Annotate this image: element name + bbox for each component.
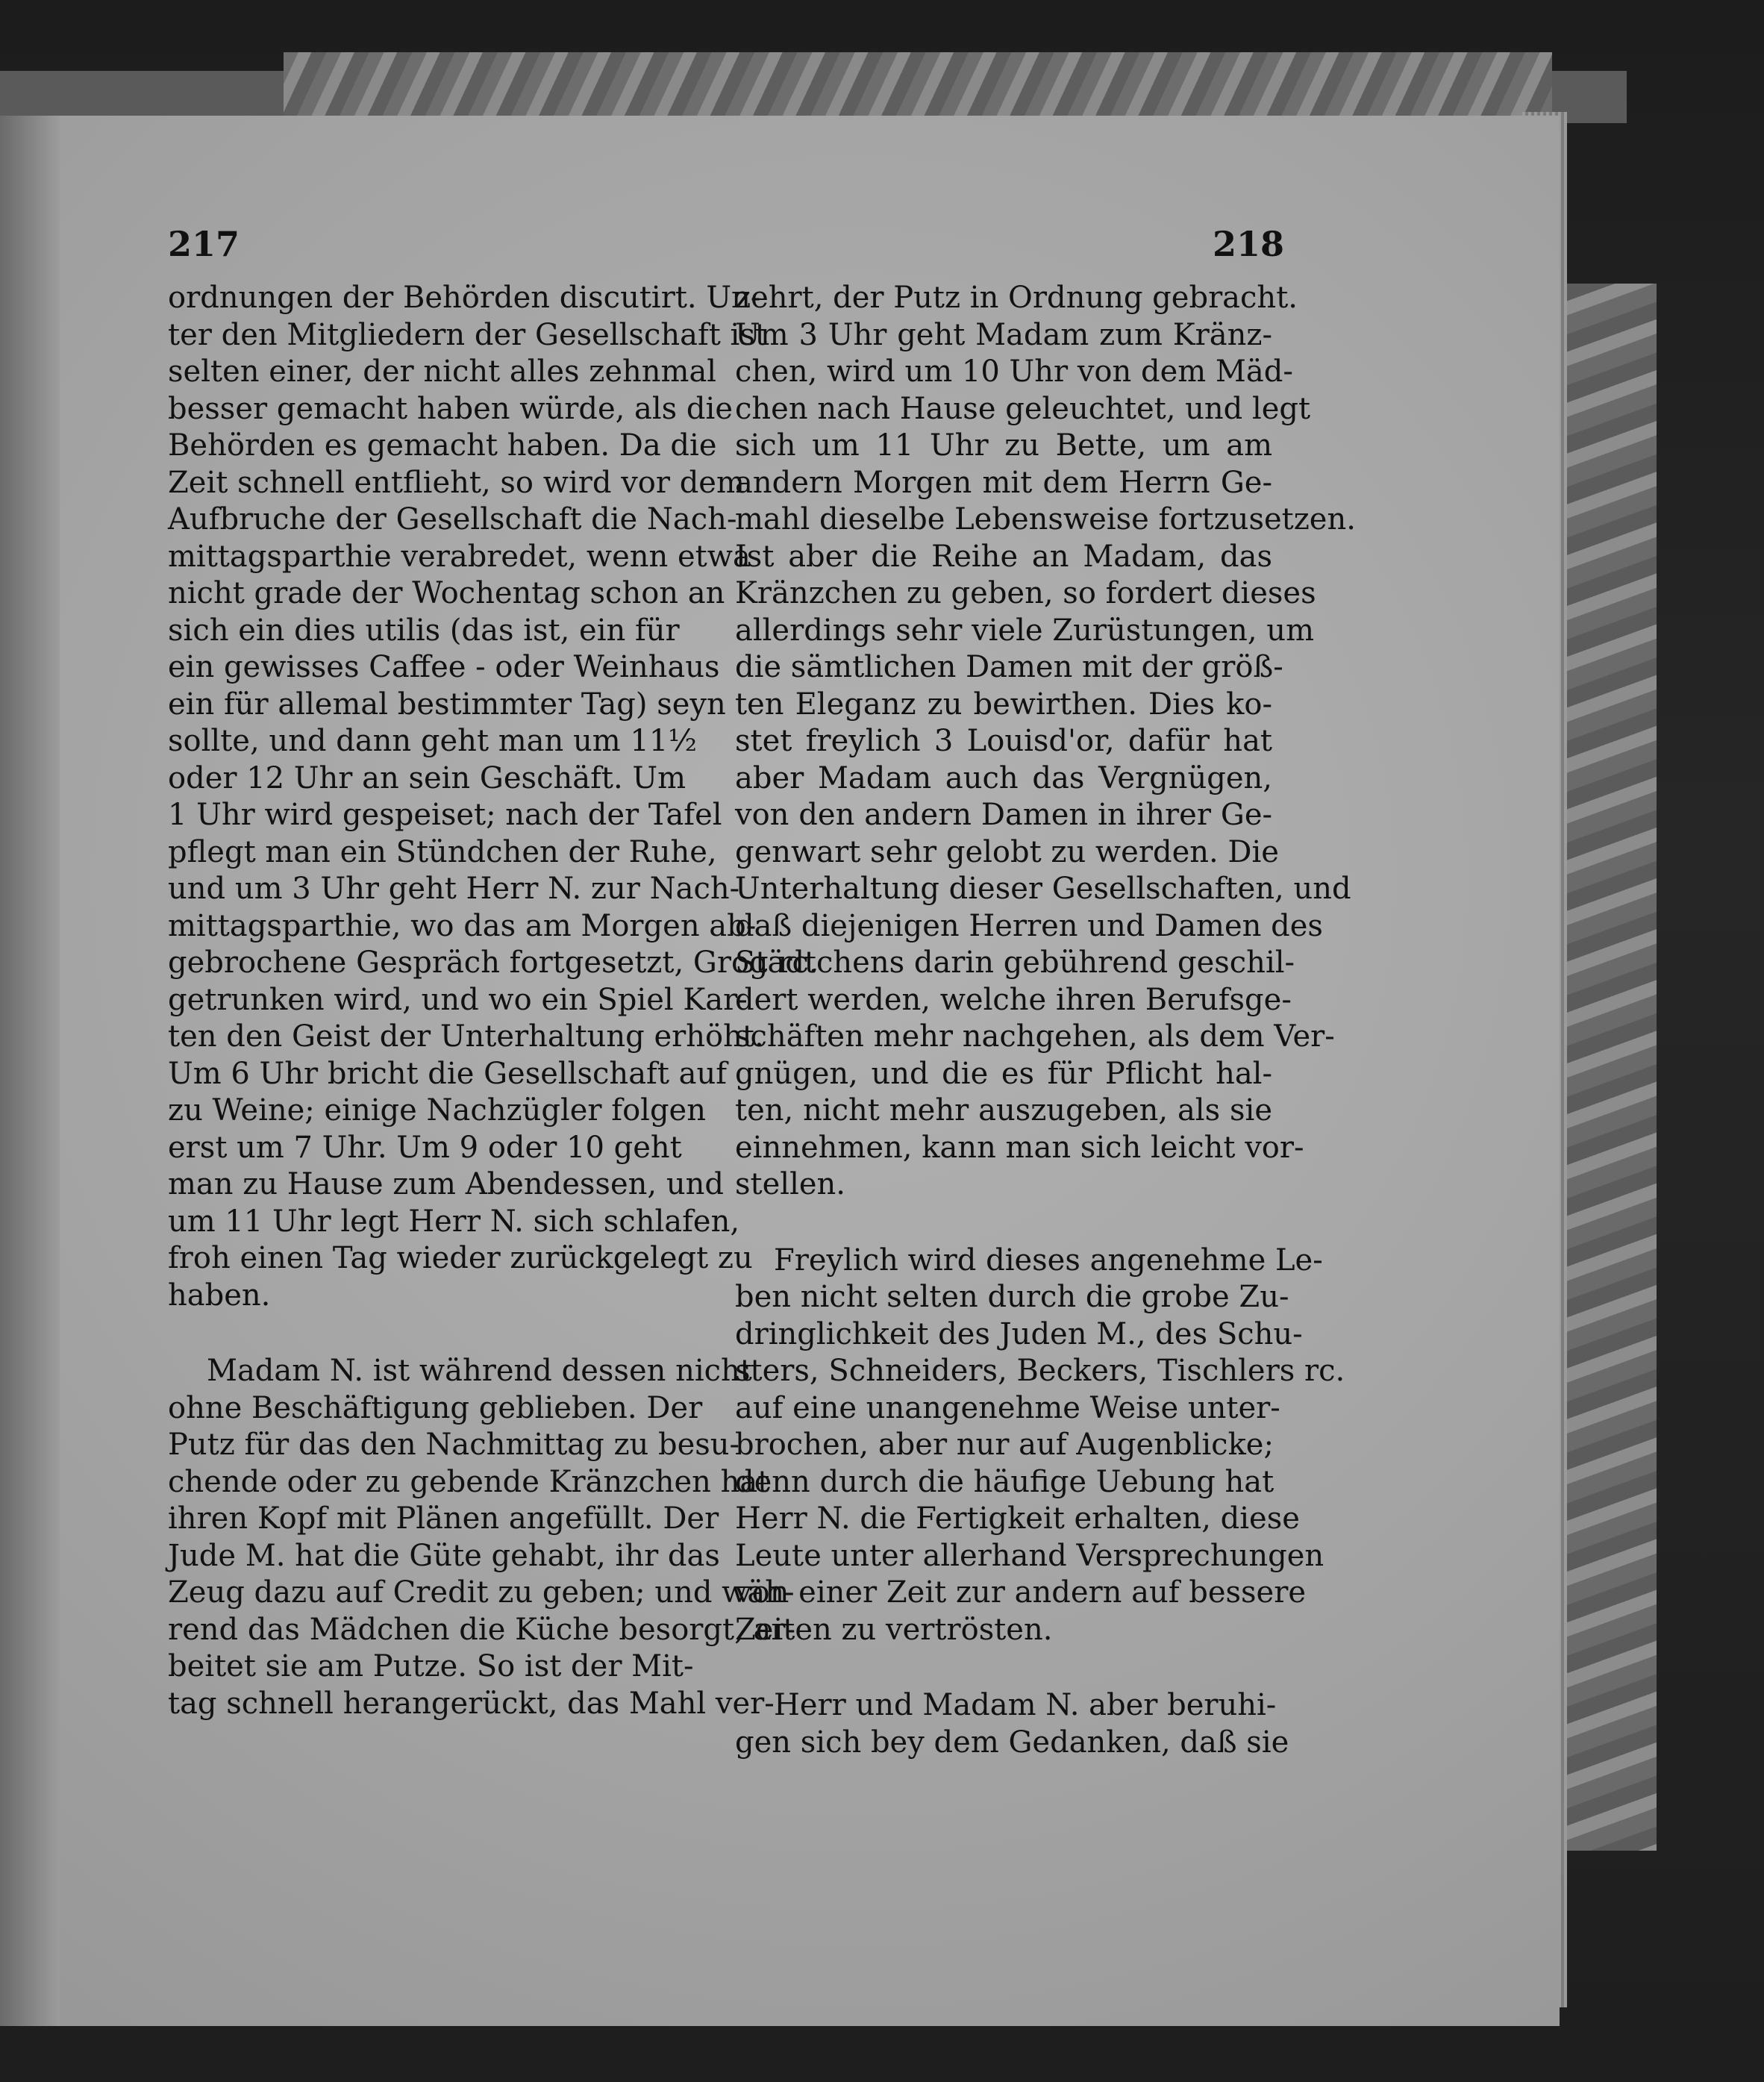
text-line: Zeiten zu vertrösten. <box>735 1612 1053 1647</box>
text-line: sich ein dies utilis (das ist, ein für <box>168 613 680 648</box>
text-line: aber Madam auch das Vergnügen, <box>735 760 1272 795</box>
text-line: haben. <box>168 1278 271 1313</box>
text-line: mahl dieselbe Lebensweise fortzusetzen. <box>735 502 1356 537</box>
text-line: erst um 7 Uhr. Um 9 oder 10 geht <box>168 1130 682 1165</box>
text-line: sters, Schneiders, Beckers, Tischlers rc. <box>735 1354 1345 1388</box>
text-line: ordnungen der Behörden discutirt. Un- <box>168 281 761 315</box>
paragraph-gap <box>168 1314 675 1353</box>
text-line: Aufbruche der Gesellschaft die Nach- <box>168 502 737 537</box>
marbled-endpaper-right <box>1567 284 1657 1851</box>
text-line: froh einen Tag wieder zurückgelegt zu <box>168 1241 753 1275</box>
text-line: Freylich wird dieses angenehme Le- <box>774 1242 1323 1278</box>
text-line: stet freylich 3 Louisd'or, dafür hat <box>735 724 1272 758</box>
text-line: Zeit schnell entflieht, so wird vor dem <box>168 465 745 500</box>
text-line: Zeug dazu auf Credit zu geben; und wäh- <box>168 1575 795 1610</box>
text-line: dert werden, welche ihren Berufsge- <box>735 982 1292 1017</box>
text-line: Herr und Madam N. aber beruhi- <box>774 1688 1277 1722</box>
text-line: Städtchens darin gebührend geschil- <box>735 945 1295 980</box>
text-line: rend das Mädchen die Küche besorgt, ar- <box>168 1612 795 1647</box>
text-line: Unterhaltung dieser Gesellschaften, und <box>735 872 1351 906</box>
page-number-left: 217 <box>168 224 240 264</box>
text-line: von einer Zeit zur andern auf bessere <box>735 1575 1307 1610</box>
text-line: ten, nicht mehr auszugeben, als sie <box>735 1093 1272 1128</box>
text-line: von den andern Damen in ihrer Ge- <box>735 798 1272 832</box>
text-line: Herr N. die Fertigkeit erhalten, diese <box>735 1501 1300 1536</box>
text-line: oder 12 Uhr an sein Geschäft. Um <box>168 760 686 795</box>
text-column-right <box>735 280 1356 1761</box>
page-gutter <box>0 116 60 2026</box>
text-line: Kränzchen zu geben, so fordert dieses <box>735 576 1316 610</box>
text-line: getrunken wird, und wo ein Spiel Kar- <box>168 982 748 1017</box>
text-line: auf eine unangenehme Weise unter- <box>735 1390 1280 1425</box>
text-line: ter den Mitgliedern der Gesellschaft ist <box>168 317 767 352</box>
text-line: tag schnell herangerückt, das Mahl ver- <box>168 1686 775 1721</box>
text-line: zehrt, der Putz in Ordnung gebracht. <box>735 281 1298 315</box>
text-line: Um 3 Uhr geht Madam zum Kränz- <box>735 317 1272 352</box>
text-line: nicht grade der Wochentag schon an <box>168 576 725 610</box>
text-line: sich um 11 Uhr zu Bette, um am <box>735 428 1272 463</box>
text-line: chen, wird um 10 Uhr von dem Mäd- <box>735 354 1293 389</box>
text-line: mittagsparthie, wo das am Morgen ab- <box>168 908 757 943</box>
text-line: brochen, aber nur auf Augenblicke; <box>735 1428 1274 1462</box>
text-line: ein gewisses Caffee - oder Weinhaus <box>168 650 720 684</box>
text-line: Ist aber die Reihe an Madam, das <box>735 539 1272 574</box>
text-line: stellen. <box>735 1167 846 1201</box>
text-line: gen sich bey dem Gedanken, daß sie <box>735 1725 1289 1760</box>
text-line: ohne Beschäftigung geblieben. Der <box>168 1390 703 1425</box>
text-line: gebrochene Gespräch fortgesetzt, Grog rc. <box>168 945 819 980</box>
text-line: ten den Geist der Unterhaltung erhöht. <box>168 1019 764 1054</box>
page-number-right: 218 <box>1213 224 1285 264</box>
text-line: beitet sie am Putze. So ist der Mit- <box>168 1649 694 1684</box>
text-line: denn durch die häufige Uebung hat <box>735 1464 1274 1499</box>
text-line: chen nach Hause geleuchtet, und legt <box>735 391 1311 426</box>
text-line: mittagsparthie verabredet, wenn etwa <box>168 539 751 574</box>
text-line: schäften mehr nachgehen, als dem Ver- <box>735 1019 1335 1054</box>
text-line: sollte, und dann geht man um 11½ <box>168 724 698 758</box>
text-line: gnügen, und die es für Pflicht hal- <box>735 1056 1272 1091</box>
text-line: Um 6 Uhr bricht die Gesellschaft auf <box>168 1056 728 1091</box>
text-line: ihren Kopf mit Plänen angefüllt. Der <box>168 1501 719 1536</box>
text-line: chende oder zu gebende Kränzchen hat <box>168 1464 770 1499</box>
text-line: allerdings sehr viele Zurüstungen, um <box>735 613 1314 648</box>
text-line: einnehmen, kann man sich leicht vor- <box>735 1130 1304 1165</box>
paragraph-gap <box>735 1648 1272 1687</box>
text-line: 1 Uhr wird gespeiset; nach der Tafel <box>168 798 722 832</box>
text-line: zu Weine; einige Nachzügler folgen <box>168 1093 706 1128</box>
text-line: genwart sehr gelobt zu werden. Die <box>735 834 1279 869</box>
text-line: dringlichkeit des Juden M., des Schu- <box>735 1316 1303 1351</box>
text-line: ben nicht selten durch die grobe Zu- <box>735 1280 1289 1314</box>
text-line: Jude M. hat die Güte gehabt, ihr das <box>168 1538 720 1573</box>
text-line: daß diejenigen Herren und Damen des <box>735 908 1323 943</box>
text-line: um 11 Uhr legt Herr N. sich schlafen, <box>168 1204 740 1239</box>
text-line: Behörden es gemacht haben. Da die <box>168 428 717 463</box>
text-line: Madam N. ist während dessen nicht <box>207 1354 752 1388</box>
text-line: pflegt man ein Stündchen der Ruhe, <box>168 834 717 869</box>
paragraph-gap <box>735 1204 1272 1242</box>
text-line: selten einer, der nicht alles zehnmal <box>168 354 717 389</box>
text-line: ten Eleganz zu bewirthen. Dies ko- <box>735 687 1272 722</box>
text-line: andern Morgen mit dem Herrn Ge- <box>735 465 1272 500</box>
text-line: besser gemacht haben würde, als die <box>168 391 733 426</box>
text-line: und um 3 Uhr geht Herr N. zur Nach- <box>168 872 740 906</box>
text-line: die sämtlichen Damen mit der größ- <box>735 650 1283 684</box>
text-line: Leute unter allerhand Versprechungen <box>735 1538 1324 1573</box>
text-line: Putz für das den Nachmittag zu besu- <box>168 1428 740 1462</box>
text-line: man zu Hause zum Abendessen, und <box>168 1167 724 1201</box>
text-line: ein für allemal bestimmter Tag) seyn <box>168 687 726 722</box>
